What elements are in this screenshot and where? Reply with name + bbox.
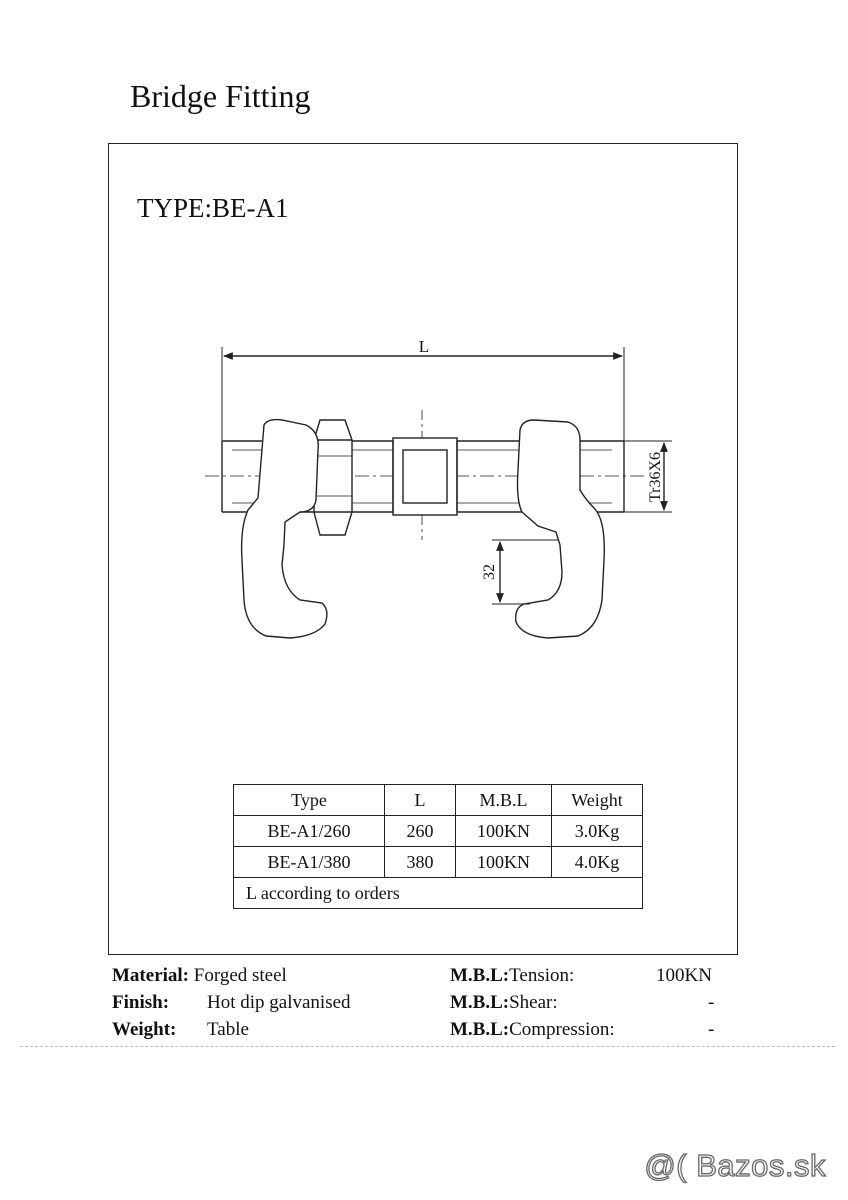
watermark: @( Bazos.sk — [644, 1148, 826, 1183]
table-header-row — [234, 785, 643, 816]
thread-label: Tr36X6 — [647, 451, 664, 503]
left-clamp — [242, 420, 327, 638]
shear-value: - — [708, 992, 715, 1013]
gap-label: 32 — [481, 564, 498, 580]
table-cell: 260 — [385, 816, 456, 847]
mbl-key: M.B.L: — [450, 1019, 510, 1040]
tension-label: Tension: — [509, 965, 575, 986]
weight-value: Table — [207, 1019, 249, 1040]
table-cell: 4.0Kg — [552, 847, 643, 878]
page-title: Bridge Fitting — [130, 78, 311, 114]
finish-row — [112, 992, 169, 1014]
column-header: Weight — [552, 785, 643, 816]
spec-table — [233, 784, 643, 909]
length-label: L — [418, 337, 430, 356]
mbl-compression-row — [450, 1019, 615, 1041]
compression-label: Compression: — [509, 1019, 615, 1040]
material-key: Material: — [112, 965, 190, 986]
table-cell: 380 — [385, 847, 456, 878]
tension-value: 100KN — [656, 965, 712, 986]
column-header: L — [385, 785, 456, 816]
mbl-key: M.B.L: — [450, 992, 510, 1013]
finish-key: Finish: — [112, 992, 170, 1013]
weight-key: Weight: — [112, 1019, 177, 1040]
type-label: TYPE:BE-A1 — [137, 193, 289, 223]
weight-row — [112, 1019, 176, 1041]
column-header: Type — [234, 785, 385, 816]
shear-label: Shear: — [509, 992, 558, 1013]
right-clamp — [516, 420, 605, 638]
compression-value: - — [708, 1019, 715, 1040]
material-value: Forged steel — [193, 965, 287, 986]
table-note-row — [234, 878, 643, 909]
table-row — [234, 816, 643, 847]
mbl-key: M.B.L: — [450, 965, 510, 986]
hex-nut — [314, 420, 352, 535]
table-cell: 100KN — [456, 847, 552, 878]
scan-divider — [20, 1046, 835, 1047]
finish-value: Hot dip galvanised — [207, 992, 351, 1013]
material-row — [112, 965, 287, 987]
table-cell: BE-A1/260 — [234, 816, 385, 847]
mbl-shear-row — [450, 992, 558, 1014]
table-note: L according to orders — [234, 878, 643, 909]
mbl-tension-row — [450, 965, 574, 987]
table-cell: 100KN — [456, 816, 552, 847]
column-header: M.B.L — [456, 785, 552, 816]
table-cell: BE-A1/380 — [234, 847, 385, 878]
table-cell: 3.0Kg — [552, 816, 643, 847]
table-row — [234, 847, 643, 878]
